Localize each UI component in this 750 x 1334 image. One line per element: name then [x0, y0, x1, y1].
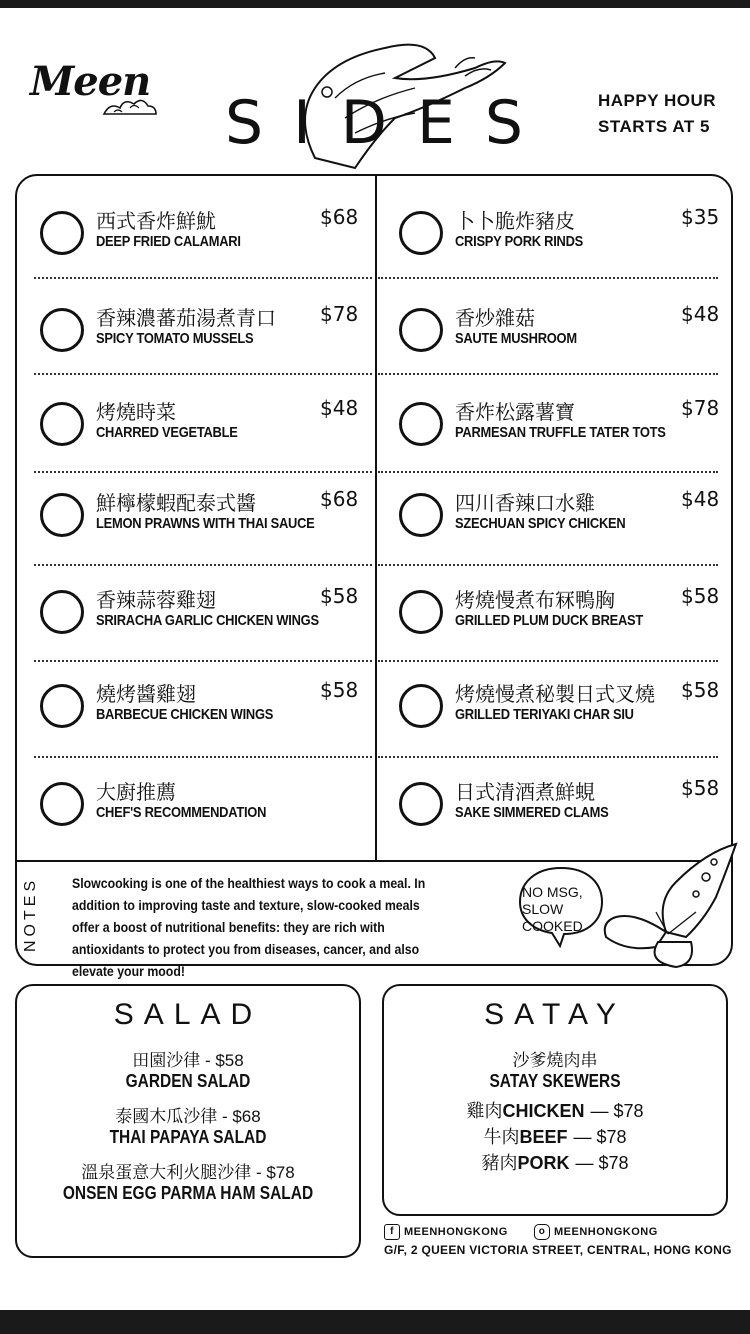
item-price: $58 [320, 678, 359, 702]
item-price: $48 [320, 396, 359, 420]
dotted-separator [378, 564, 718, 566]
satay-item [384, 1150, 726, 1176]
checkbox-circle-icon[interactable] [399, 590, 443, 634]
checkbox-circle-icon[interactable] [399, 308, 443, 352]
facebook-handle[interactable] [384, 1224, 508, 1240]
satay-item [384, 1098, 726, 1124]
instagram-handle[interactable] [534, 1224, 658, 1240]
happy-hour-line2: STARTS AT 5 [598, 117, 710, 136]
satay-cn: 沙爹燒肉串 [512, 1051, 598, 1070]
item-price: $78 [681, 396, 720, 420]
salad-item-cn: 田園沙律 - $58 [132, 1051, 244, 1070]
checkbox-circle-icon[interactable] [40, 590, 84, 634]
item-chinese-name: 鮮檸檬蝦配泰式醬 [96, 491, 256, 515]
dotted-separator [34, 564, 372, 566]
happy-hour-notice [598, 88, 716, 140]
item-chinese-name: 香炸松露薯寶 [455, 400, 575, 424]
cloud-icon [100, 92, 160, 122]
menu-item [399, 487, 729, 547]
item-chinese-name: 日式清酒煮鮮蜆 [455, 780, 595, 804]
item-english-name: DEEP FRIED CALAMARI [96, 233, 241, 250]
dotted-separator [378, 373, 718, 375]
checkbox-circle-icon[interactable] [399, 493, 443, 537]
salad-item-en: THAI PAPAYA SALAD [109, 1127, 267, 1147]
menu-item [40, 487, 370, 547]
checkbox-circle-icon[interactable] [40, 402, 84, 446]
item-price: $58 [681, 678, 720, 702]
top-bar [0, 0, 750, 8]
menu-item [40, 302, 370, 362]
column-divider [375, 176, 377, 860]
dotted-separator [378, 277, 718, 279]
satay-item-price: — $78 [575, 1153, 629, 1173]
satay-item-price: — $78 [573, 1127, 627, 1147]
menu-item [40, 776, 370, 836]
item-english-name: LEMON PRAWNS WITH THAI SAUCE [96, 515, 315, 532]
salad-title: SALAD [113, 998, 263, 1031]
checkbox-circle-icon[interactable] [40, 493, 84, 537]
dotted-separator [34, 660, 372, 662]
item-chinese-name: 卜卜脆炸豬皮 [455, 209, 575, 233]
bottom-bar [0, 1310, 750, 1334]
item-chinese-name: 烤燒時菜 [96, 400, 176, 424]
menu-item [399, 205, 729, 265]
no-msg-bubble-text: NO MSG, SLOW COOKED [522, 884, 583, 934]
menu-item [40, 205, 370, 265]
facebook-text: MEENHONGKONG [404, 1225, 508, 1238]
checkbox-circle-icon[interactable] [40, 308, 84, 352]
item-chinese-name: 烤燒慢煮布冧鴨胸 [455, 588, 615, 612]
item-price: $68 [320, 487, 359, 511]
item-english-name: SRIRACHA GARLIC CHICKEN WINGS [96, 612, 319, 629]
satay-en: SATAY SKEWERS [489, 1071, 621, 1091]
item-chinese-name: 西式香炸鮮魷 [96, 209, 216, 233]
salad-item-en: GARDEN SALAD [125, 1071, 251, 1091]
instagram-text: MEENHONGKONG [554, 1225, 658, 1238]
item-price: $35 [681, 205, 720, 229]
item-price: $48 [681, 487, 720, 511]
item-chinese-name: 烤燒慢煮秘製日式叉燒 [455, 682, 655, 706]
item-chinese-name: 大廚推薦 [96, 780, 176, 804]
menu-item [40, 678, 370, 738]
satay-item-en: PORK [517, 1153, 570, 1173]
facebook-icon: f [384, 1224, 400, 1240]
menu-item [40, 584, 370, 644]
item-price: $58 [681, 776, 720, 800]
dotted-separator [378, 756, 718, 758]
item-english-name: CRISPY PORK RINDS [455, 233, 583, 250]
dotted-separator [34, 756, 372, 758]
dotted-separator [34, 471, 372, 473]
butterfly-icon [596, 842, 746, 972]
notes-text: Slowcooking is one of the healthiest ways to cook a meal. In addition to improving taste and texture, slow-cooked meals offer a boost of nutritional benefits: they are rich with antioxidants to protect you from diseases, cancer, and also elevate your mood! [72, 875, 426, 979]
item-price: $58 [681, 584, 720, 608]
satay-item-en: CHICKEN [502, 1101, 585, 1121]
checkbox-circle-icon[interactable] [40, 211, 84, 255]
item-english-name: SZECHUAN SPICY CHICKEN [455, 515, 626, 532]
checkbox-circle-icon[interactable] [40, 782, 84, 826]
checkbox-circle-icon[interactable] [40, 684, 84, 728]
item-english-name: PARMESAN TRUFFLE TATER TOTS [455, 424, 666, 441]
item-chinese-name: 燒烤醬雞翅 [96, 682, 196, 706]
item-english-name: SPICY TOMATO MUSSELS [96, 330, 254, 347]
item-price: $58 [320, 584, 359, 608]
satay-item-cn: 豬肉 [481, 1153, 518, 1173]
salad-item-en: ONSEN EGG PARMA HAM SALAD [62, 1183, 314, 1203]
item-english-name: GRILLED TERIYAKI CHAR SIU [455, 706, 634, 723]
dotted-separator [34, 373, 372, 375]
satay-items [384, 1098, 726, 1176]
item-english-name: GRILLED PLUM DUCK BREAST [455, 612, 644, 629]
dotted-separator [378, 471, 718, 473]
item-price: $68 [320, 205, 359, 229]
satay-item-en: BEEF [519, 1127, 568, 1147]
satay-item [384, 1124, 726, 1150]
checkbox-circle-icon[interactable] [399, 211, 443, 255]
menu-item [40, 396, 370, 456]
item-english-name: CHEF'S RECOMMENDATION [96, 804, 267, 821]
salad-item-cn: 溫泉蛋意大利火腿沙律 - $78 [81, 1163, 295, 1182]
brand-logo: Meen [30, 58, 151, 105]
item-chinese-name: 香辣蒜蓉雞翅 [96, 588, 216, 612]
satay-item-cn: 牛肉 [483, 1127, 520, 1147]
checkbox-circle-icon[interactable] [399, 782, 443, 826]
satay-item-price: — $78 [590, 1101, 644, 1121]
menu-item [399, 302, 729, 362]
item-chinese-name: 香炒雜菇 [455, 306, 535, 330]
item-english-name: SAUTE MUSHROOM [455, 330, 577, 347]
dotted-separator [34, 277, 372, 279]
item-price: $78 [320, 302, 359, 326]
menu-item [399, 776, 729, 836]
satay-title: SATAY [484, 998, 626, 1031]
dotted-separator [378, 660, 718, 662]
menu-item [399, 584, 729, 644]
item-chinese-name: 香辣濃蕃茄湯煮青口 [96, 306, 276, 330]
item-english-name: BARBECUE CHICKEN WINGS [96, 706, 274, 723]
menu-item [399, 678, 729, 738]
notes-label: NOTES [22, 876, 39, 952]
satay-item-cn: 雞肉 [466, 1101, 503, 1121]
satay-box [382, 984, 728, 1216]
instagram-icon: o [534, 1224, 550, 1240]
address: G/F, 2 QUEEN VICTORIA STREET, CENTRAL, HONG KONG [384, 1243, 732, 1257]
salad-box [15, 984, 361, 1258]
item-english-name: CHARRED VEGETABLE [96, 424, 238, 441]
happy-hour-line1: HAPPY HOUR [598, 91, 717, 110]
salad-items [17, 1046, 359, 1204]
menu-item [399, 396, 729, 456]
page-title: SIDES [225, 88, 553, 158]
checkbox-circle-icon[interactable] [399, 402, 443, 446]
salad-item-cn: 泰國木瓜沙律 - $68 [115, 1107, 261, 1126]
item-english-name: SAKE SIMMERED CLAMS [455, 804, 609, 821]
item-chinese-name: 四川香辣口水雞 [455, 491, 595, 515]
checkbox-circle-icon[interactable] [399, 684, 443, 728]
item-price: $48 [681, 302, 720, 326]
